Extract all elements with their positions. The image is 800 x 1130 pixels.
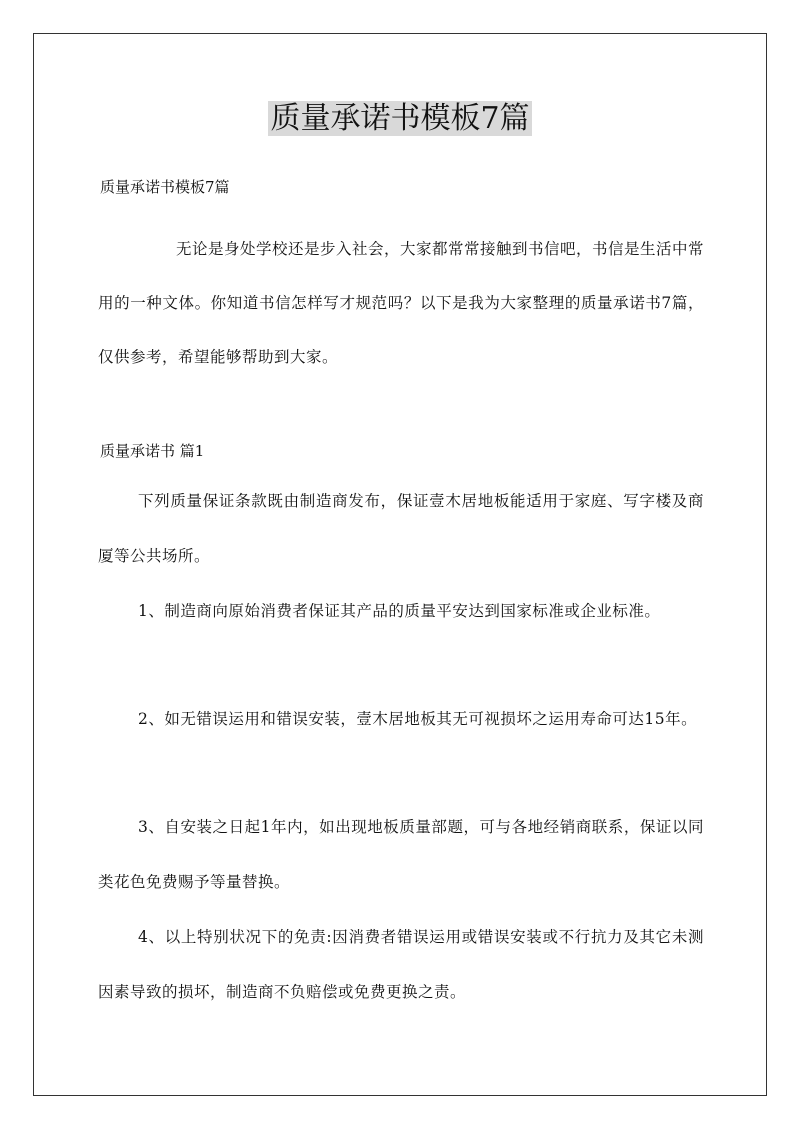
body-paragraph: 1、制造商向原始消费者保证其产品的质量平安达到国家标准或企业标准。	[138, 602, 661, 620]
body-paragraph: 下列质量保证条款既由制造商发布，保证壹木居地板能适用于家庭、写字楼及商厦等公共场所。	[98, 492, 704, 565]
document-title	[0, 97, 800, 141]
body-paragraph: 2、如无错误运用和错误安装，壹木居地板其无可视损坏之运用寿命可达15年。	[138, 710, 698, 728]
intro-paragraph: 无论是身处学校还是步入社会，大家都常常接触到书信吧，书信是生活中常用的一种文体。你知道书信怎样写才规范吗？以下是我为大家整理的质量承诺书7篇，仅供参考，希望能够帮助到大家。	[98, 240, 705, 366]
body-paragraph: 3、自安装之日起1年内，如出现地板质量部题，可与各地经销商联系，保证以同类花色免费赐予等量替换。	[98, 818, 704, 891]
document-title-text: 质量承诺书模板7篇	[270, 101, 530, 136]
section-heading: 质量承诺书 篇1	[100, 442, 205, 460]
document-subtitle: 质量承诺书模板7篇	[100, 178, 230, 196]
body-paragraph: 4、以上特别状况下的免责:因消费者错误运用或错误安装或不行抗力及其它未测因素导致的损坏，制造商不负赔偿或免费更换之责。	[98, 928, 704, 1001]
